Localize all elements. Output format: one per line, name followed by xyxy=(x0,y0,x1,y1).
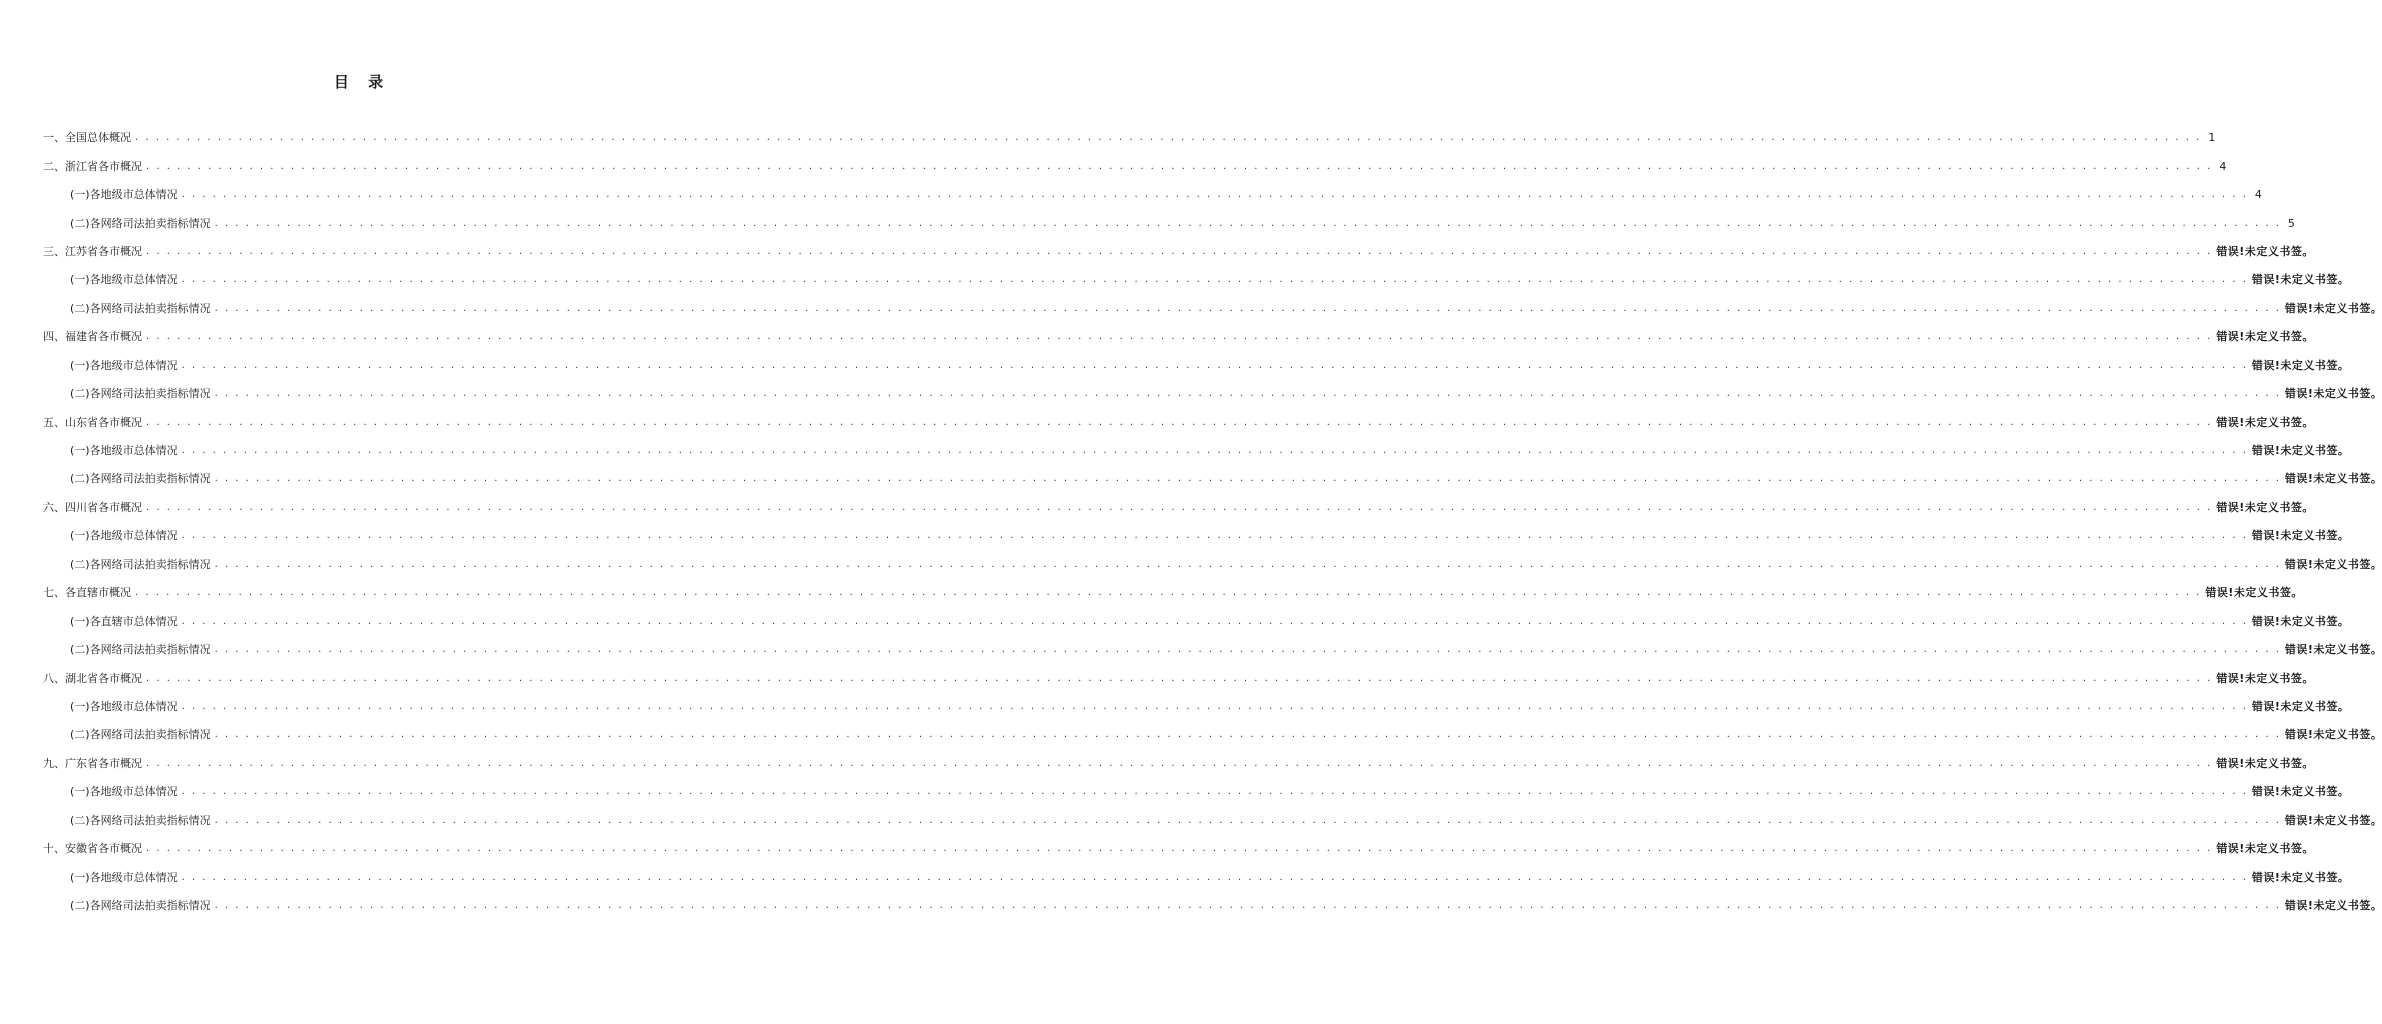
toc-entry-number: 一、 xyxy=(43,131,65,145)
toc-entry-number: (一) xyxy=(70,358,90,372)
toc-dot-leader: . . . . . . . . . . . . . . . . . . . . . . . . . . . . . . . . . . . . . . . . . . . . . . . . . . . . . . . . . . . . . . . . . . . . . . . . . . . . . . . . . . . . . . . . . . . . . . . . . . . . . . . . . . . . . . . . . . . . . . . . . . . . . . . . . . . . . . . . . . . . . . . . . . . . . . . . . . . . . . . . . . . . . . . . . . . . . . . . . . . . . . . . . . . . . . . . . . . . . . . . xyxy=(214,900,2281,912)
toc-entry[interactable] xyxy=(43,152,2227,180)
toc-dot-leader: . . . . . . . . . . . . . . . . . . . . . . . . . . . . . . . . . . . . . . . . . . . . . . . . . . . . . . . . . . . . . . . . . . . . . . . . . . . . . . . . . . . . . . . . . . . . . . . . . . . . . . . . . . . . . . . . . . . . . . . . . . . . . . . . . . . . . . . . . . . . . . . . . . . . . . . . . . . . . . . . . . . . . . . . . . . . . . . . . . . . . . . . . . . . . . . . . . . . . . . . xyxy=(181,274,2248,286)
toc-dot-leader: . . . . . . . . . . . . . . . . . . . . . . . . . . . . . . . . . . . . . . . . . . . . . . . . . . . . . . . . . . . . . . . . . . . . . . . . . . . . . . . . . . . . . . . . . . . . . . . . . . . . . . . . . . . . . . . . . . . . . . . . . . . . . . . . . . . . . . . . . . . . . . . . . . . . . . . . . . . . . . . . . . . . . . . . . . . . . . . . . . . . . . . . . . . . . . . . . . . . . . . . xyxy=(181,359,2248,371)
toc-dot-leader: . . . . . . . . . . . . . . . . . . . . . . . . . . . . . . . . . . . . . . . . . . . . . . . . . . . . . . . . . . . . . . . . . . . . . . . . . . . . . . . . . . . . . . . . . . . . . . . . . . . . . . . . . . . . . . . . . . . . . . . . . . . . . . . . . . . . . . . . . . . . . . . . . . . . . . . . . . . . . . . . . . . . . . . . . . . . . . . . . . . . . . . . . . . . . . . . . . . . . . . . xyxy=(181,530,2248,542)
toc-subentry[interactable] xyxy=(43,380,2382,408)
toc-entry-number: (二) xyxy=(70,216,90,230)
toc-bookmark-error[interactable]: 错误!未定义书签。 xyxy=(2251,444,2350,458)
toc-bookmark-error[interactable]: 错误!未定义书签。 xyxy=(2216,500,2314,514)
toc-entry-label[interactable]: 各网络司法拍卖指标情况 xyxy=(89,216,211,230)
toc-entry-label[interactable]: 各地级市总体情况 xyxy=(89,529,178,543)
page-title: 目 录 xyxy=(333,73,391,91)
toc-bookmark-error[interactable]: 错误!未定义书签。 xyxy=(2216,244,2314,258)
toc-entry-label[interactable]: 各网络司法拍卖指标情况 xyxy=(89,899,211,913)
toc-subentry[interactable] xyxy=(43,721,2382,749)
toc-dot-leader: . . . . . . . . . . . . . . . . . . . . . . . . . . . . . . . . . . . . . . . . . . . . . . . . . . . . . . . . . . . . . . . . . . . . . . . . . . . . . . . . . . . . . . . . . . . . . . . . . . . . . . . . . . . . . . . . . . . . . . . . . . . . . . . . . . . . . . . . . . . . . . . . . . . . . . . . . . . . . . . . . . . . . . . . . . . . . . . . . . . . . . . . . . . . . . . . . . . . . . . . xyxy=(146,672,2213,684)
toc-entry-number: 二、 xyxy=(43,159,65,173)
toc-bookmark-error[interactable]: 错误!未定义书签。 xyxy=(2284,387,2382,401)
toc-entry-number: (一) xyxy=(70,444,90,458)
toc-entry-number: 六、 xyxy=(43,500,65,514)
toc-entry-label[interactable]: 各地级市总体情况 xyxy=(89,444,178,458)
toc-entry[interactable] xyxy=(43,323,2314,351)
toc-entry-number: 七、 xyxy=(43,586,65,600)
toc-entry-label[interactable]: 广东省各市概况 xyxy=(65,756,142,770)
toc-entry-label[interactable]: 各地级市总体情况 xyxy=(89,870,178,884)
toc-subentry[interactable] xyxy=(43,693,2350,721)
toc-entry-label[interactable]: 各直辖市总体情况 xyxy=(89,614,178,628)
toc-entry[interactable] xyxy=(43,750,2314,778)
toc-subentry[interactable] xyxy=(43,636,2382,664)
toc-bookmark-error[interactable]: 错误!未定义书签。 xyxy=(2251,273,2350,287)
toc-subentry[interactable] xyxy=(43,778,2350,806)
toc-entry-label[interactable]: 各网络司法拍卖指标情况 xyxy=(89,387,211,401)
toc-entry-number: (一) xyxy=(70,188,90,202)
toc-page-number[interactable]: 5 xyxy=(2287,216,2295,230)
toc-dot-leader: . . . . . . . . . . . . . . . . . . . . . . . . . . . . . . . . . . . . . . . . . . . . . . . . . . . . . . . . . . . . . . . . . . . . . . . . . . . . . . . . . . . . . . . . . . . . . . . . . . . . . . . . . . . . . . . . . . . . . . . . . . . . . . . . . . . . . . . . . . . . . . . . . . . . . . . . . . . . . . . . . . . . . . . . . . . . . . . . . . . . . . . . . . . . . . . . . . . . . . . . xyxy=(214,302,2281,314)
toc-entry-number: 八、 xyxy=(43,671,65,685)
toc-bookmark-error[interactable]: 错误!未定义书签。 xyxy=(2205,586,2303,600)
toc-bookmark-error[interactable]: 错误!未定义书签。 xyxy=(2216,842,2314,856)
toc-entry-label[interactable]: 全国总体概况 xyxy=(65,131,131,145)
toc-bookmark-error[interactable]: 错误!未定义书签。 xyxy=(2251,785,2350,799)
toc-bookmark-error[interactable]: 错误!未定义书签。 xyxy=(2251,699,2350,713)
toc-entry-label[interactable]: 山东省各市概况 xyxy=(65,415,142,429)
toc-entry-label[interactable]: 四川省各市概况 xyxy=(65,500,142,514)
toc-entry-number: (一) xyxy=(70,614,90,628)
toc-subentry[interactable] xyxy=(43,352,2350,380)
toc-entry-number: (二) xyxy=(70,387,90,401)
toc-bookmark-error[interactable]: 错误!未定义书签。 xyxy=(2251,529,2350,543)
toc-entry-label[interactable]: 各网络司法拍卖指标情况 xyxy=(89,472,211,486)
toc-subentry[interactable] xyxy=(43,465,2382,493)
toc-bookmark-error[interactable]: 错误!未定义书签。 xyxy=(2284,813,2382,827)
toc-subentry[interactable] xyxy=(43,863,2350,891)
toc-entry-label[interactable]: 各网络司法拍卖指标情况 xyxy=(89,813,211,827)
toc-dot-leader: . . . . . . . . . . . . . . . . . . . . . . . . . . . . . . . . . . . . . . . . . . . . . . . . . . . . . . . . . . . . . . . . . . . . . . . . . . . . . . . . . . . . . . . . . . . . . . . . . . . . . . . . . . . . . . . . . . . . . . . . . . . . . . . . . . . . . . . . . . . . . . . . . . . . . . . . . . . . . . . . . . . . . . . . . . . . . . . . . . . . . . . . . . . . . . . . . . . . . . . . xyxy=(214,217,2281,229)
toc-dot-leader: . . . . . . . . . . . . . . . . . . . . . . . . . . . . . . . . . . . . . . . . . . . . . . . . . . . . . . . . . . . . . . . . . . . . . . . . . . . . . . . . . . . . . . . . . . . . . . . . . . . . . . . . . . . . . . . . . . . . . . . . . . . . . . . . . . . . . . . . . . . . . . . . . . . . . . . . . . . . . . . . . . . . . . . . . . . . . . . . . . . . . . . . . . . . . . . . . . . . . . . . xyxy=(214,473,2281,485)
toc-dot-leader: . . . . . . . . . . . . . . . . . . . . . . . . . . . . . . . . . . . . . . . . . . . . . . . . . . . . . . . . . . . . . . . . . . . . . . . . . . . . . . . . . . . . . . . . . . . . . . . . . . . . . . . . . . . . . . . . . . . . . . . . . . . . . . . . . . . . . . . . . . . . . . . . . . . . . . . . . . . . . . . . . . . . . . . . . . . . . . . . . . . . . . . . . . . . . . . . . . . . . . . . xyxy=(214,814,2281,826)
toc-dot-leader: . . . . . . . . . . . . . . . . . . . . . . . . . . . . . . . . . . . . . . . . . . . . . . . . . . . . . . . . . . . . . . . . . . . . . . . . . . . . . . . . . . . . . . . . . . . . . . . . . . . . . . . . . . . . . . . . . . . . . . . . . . . . . . . . . . . . . . . . . . . . . . . . . . . . . . . . . . . . . . . . . . . . . . . . . . . . . . . . . . . . . . . . . . . . . . . . . . . . . . . . xyxy=(214,388,2281,400)
toc-entry-label[interactable]: 各直辖市概况 xyxy=(65,586,131,600)
toc-dot-leader: . . . . . . . . . . . . . . . . . . . . . . . . . . . . . . . . . . . . . . . . . . . . . . . . . . . . . . . . . . . . . . . . . . . . . . . . . . . . . . . . . . . . . . . . . . . . . . . . . . . . . . . . . . . . . . . . . . . . . . . . . . . . . . . . . . . . . . . . . . . . . . . . . . . . . . . . . . . . . . . . . . . . . . . . . . . . . . . . . . . . . . . . . . . . . . . . . . . . . . . . xyxy=(214,644,2281,656)
toc-subentry[interactable] xyxy=(43,522,2350,550)
toc-bookmark-error[interactable]: 错误!未定义书签。 xyxy=(2284,472,2382,486)
toc-dot-leader: . . . . . . . . . . . . . . . . . . . . . . . . . . . . . . . . . . . . . . . . . . . . . . . . . . . . . . . . . . . . . . . . . . . . . . . . . . . . . . . . . . . . . . . . . . . . . . . . . . . . . . . . . . . . . . . . . . . . . . . . . . . . . . . . . . . . . . . . . . . . . . . . . . . . . . . . . . . . . . . . . . . . . . . . . . . . . . . . . . . . . . . . . . . . . . . . . . . . . . . . xyxy=(146,245,2213,257)
toc-dot-leader: . . . . . . . . . . . . . . . . . . . . . . . . . . . . . . . . . . . . . . . . . . . . . . . . . . . . . . . . . . . . . . . . . . . . . . . . . . . . . . . . . . . . . . . . . . . . . . . . . . . . . . . . . . . . . . . . . . . . . . . . . . . . . . . . . . . . . . . . . . . . . . . . . . . . . . . . . . . . . . . . . . . . . . . . . . . . . . . . . . . . . . . . . . . . . . . . . . . . . . . . xyxy=(181,189,2248,201)
toc-entry-label[interactable]: 安徽省各市概况 xyxy=(65,842,142,856)
toc-bookmark-error[interactable]: 错误!未定义书签。 xyxy=(2284,557,2382,571)
toc-subentry[interactable] xyxy=(43,607,2350,635)
toc-entry-label[interactable]: 各地级市总体情况 xyxy=(89,358,178,372)
toc-bookmark-error[interactable]: 错误!未定义书签。 xyxy=(2216,756,2314,770)
toc-page-number[interactable]: 1 xyxy=(2208,131,2216,145)
toc-dot-leader: . . . . . . . . . . . . . . . . . . . . . . . . . . . . . . . . . . . . . . . . . . . . . . . . . . . . . . . . . . . . . . . . . . . . . . . . . . . . . . . . . . . . . . . . . . . . . . . . . . . . . . . . . . . . . . . . . . . . . . . . . . . . . . . . . . . . . . . . . . . . . . . . . . . . . . . . . . . . . . . . . . . . . . . . . . . . . . . . . . . . . . . . . . . . . . . . . . . . . . . . xyxy=(135,132,2202,144)
toc-entry-number: 五、 xyxy=(43,415,65,429)
toc-entry-label[interactable]: 各网络司法拍卖指标情况 xyxy=(89,728,211,742)
toc-entry[interactable] xyxy=(43,408,2314,436)
toc-page-number[interactable]: 4 xyxy=(2219,159,2227,173)
toc-entry-number: (二) xyxy=(70,472,90,486)
toc-subentry[interactable] xyxy=(43,892,2382,920)
toc-entry[interactable] xyxy=(43,238,2314,266)
toc-entry[interactable] xyxy=(43,579,2303,607)
toc-subentry[interactable] xyxy=(43,437,2350,465)
toc-entry-label[interactable]: 湖北省各市概况 xyxy=(65,671,142,685)
toc-dot-leader: . . . . . . . . . . . . . . . . . . . . . . . . . . . . . . . . . . . . . . . . . . . . . . . . . . . . . . . . . . . . . . . . . . . . . . . . . . . . . . . . . . . . . . . . . . . . . . . . . . . . . . . . . . . . . . . . . . . . . . . . . . . . . . . . . . . . . . . . . . . . . . . . . . . . . . . . . . . . . . . . . . . . . . . . . . . . . . . . . . . . . . . . . . . . . . . . . . . . . . . . xyxy=(146,160,2213,172)
toc-entry-number: (二) xyxy=(70,643,90,657)
toc-dot-leader: . . . . . . . . . . . . . . . . . . . . . . . . . . . . . . . . . . . . . . . . . . . . . . . . . . . . . . . . . . . . . . . . . . . . . . . . . . . . . . . . . . . . . . . . . . . . . . . . . . . . . . . . . . . . . . . . . . . . . . . . . . . . . . . . . . . . . . . . . . . . . . . . . . . . . . . . . . . . . . . . . . . . . . . . . . . . . . . . . . . . . . . . . . . . . . . . . . . . . . . . xyxy=(146,843,2213,855)
toc-entry-label[interactable]: 各地级市总体情况 xyxy=(89,188,178,202)
toc-entry-label[interactable]: 福建省各市概况 xyxy=(65,330,142,344)
toc-entry-label[interactable]: 各网络司法拍卖指标情况 xyxy=(89,643,211,657)
toc-entry-label[interactable]: 江苏省各市概况 xyxy=(65,244,142,258)
toc-entry-number: (一) xyxy=(70,529,90,543)
toc-dot-leader: . . . . . . . . . . . . . . . . . . . . . . . . . . . . . . . . . . . . . . . . . . . . . . . . . . . . . . . . . . . . . . . . . . . . . . . . . . . . . . . . . . . . . . . . . . . . . . . . . . . . . . . . . . . . . . . . . . . . . . . . . . . . . . . . . . . . . . . . . . . . . . . . . . . . . . . . . . . . . . . . . . . . . . . . . . . . . . . . . . . . . . . . . . . . . . . . . . . . . . . . xyxy=(181,615,2248,627)
toc-subentry[interactable] xyxy=(43,209,2295,237)
toc-entry-label[interactable]: 各地级市总体情况 xyxy=(89,699,178,713)
toc-bookmark-error[interactable]: 错误!未定义书签。 xyxy=(2216,415,2314,429)
toc-subentry[interactable] xyxy=(43,551,2382,579)
toc-dot-leader: . . . . . . . . . . . . . . . . . . . . . . . . . . . . . . . . . . . . . . . . . . . . . . . . . . . . . . . . . . . . . . . . . . . . . . . . . . . . . . . . . . . . . . . . . . . . . . . . . . . . . . . . . . . . . . . . . . . . . . . . . . . . . . . . . . . . . . . . . . . . . . . . . . . . . . . . . . . . . . . . . . . . . . . . . . . . . . . . . . . . . . . . . . . . . . . . . . . . . . . . xyxy=(135,587,2202,599)
toc-entry-number: (二) xyxy=(70,301,90,315)
toc-entry-label[interactable]: 各网络司法拍卖指标情况 xyxy=(89,557,211,571)
toc-entry-number: (二) xyxy=(70,728,90,742)
toc-bookmark-error[interactable]: 错误!未定义书签。 xyxy=(2284,728,2382,742)
toc-dot-leader: . . . . . . . . . . . . . . . . . . . . . . . . . . . . . . . . . . . . . . . . . . . . . . . . . . . . . . . . . . . . . . . . . . . . . . . . . . . . . . . . . . . . . . . . . . . . . . . . . . . . . . . . . . . . . . . . . . . . . . . . . . . . . . . . . . . . . . . . . . . . . . . . . . . . . . . . . . . . . . . . . . . . . . . . . . . . . . . . . . . . . . . . . . . . . . . . . . . . . . . . xyxy=(146,416,2213,428)
toc-dot-leader: . . . . . . . . . . . . . . . . . . . . . . . . . . . . . . . . . . . . . . . . . . . . . . . . . . . . . . . . . . . . . . . . . . . . . . . . . . . . . . . . . . . . . . . . . . . . . . . . . . . . . . . . . . . . . . . . . . . . . . . . . . . . . . . . . . . . . . . . . . . . . . . . . . . . . . . . . . . . . . . . . . . . . . . . . . . . . . . . . . . . . . . . . . . . . . . . . . . . . . . . xyxy=(181,700,2248,712)
toc-entry-number: 十、 xyxy=(43,842,65,856)
toc-bookmark-error[interactable]: 错误!未定义书签。 xyxy=(2284,301,2382,315)
toc-subentry[interactable] xyxy=(43,181,2262,209)
toc-page-number[interactable]: 4 xyxy=(2254,188,2262,202)
toc-entry-label[interactable]: 浙江省各市概况 xyxy=(65,159,142,173)
toc-bookmark-error[interactable]: 错误!未定义书签。 xyxy=(2251,870,2350,884)
toc-entry-number: (一) xyxy=(70,273,90,287)
toc-entry-label[interactable]: 各地级市总体情况 xyxy=(89,785,178,799)
table-of-contents xyxy=(43,124,2382,920)
toc-entry-number: (二) xyxy=(70,813,90,827)
toc-subentry[interactable] xyxy=(43,266,2350,294)
toc-dot-leader: . . . . . . . . . . . . . . . . . . . . . . . . . . . . . . . . . . . . . . . . . . . . . . . . . . . . . . . . . . . . . . . . . . . . . . . . . . . . . . . . . . . . . . . . . . . . . . . . . . . . . . . . . . . . . . . . . . . . . . . . . . . . . . . . . . . . . . . . . . . . . . . . . . . . . . . . . . . . . . . . . . . . . . . . . . . . . . . . . . . . . . . . . . . . . . . . . . . . . . . . xyxy=(181,445,2248,457)
toc-entry-label[interactable]: 各网络司法拍卖指标情况 xyxy=(89,301,211,315)
toc-dot-leader: . . . . . . . . . . . . . . . . . . . . . . . . . . . . . . . . . . . . . . . . . . . . . . . . . . . . . . . . . . . . . . . . . . . . . . . . . . . . . . . . . . . . . . . . . . . . . . . . . . . . . . . . . . . . . . . . . . . . . . . . . . . . . . . . . . . . . . . . . . . . . . . . . . . . . . . . . . . . . . . . . . . . . . . . . . . . . . . . . . . . . . . . . . . . . . . . . . . . . . . . xyxy=(146,501,2213,513)
toc-bookmark-error[interactable]: 错误!未定义书签。 xyxy=(2284,643,2382,657)
toc-entry-number: 三、 xyxy=(43,244,65,258)
toc-dot-leader: . . . . . . . . . . . . . . . . . . . . . . . . . . . . . . . . . . . . . . . . . . . . . . . . . . . . . . . . . . . . . . . . . . . . . . . . . . . . . . . . . . . . . . . . . . . . . . . . . . . . . . . . . . . . . . . . . . . . . . . . . . . . . . . . . . . . . . . . . . . . . . . . . . . . . . . . . . . . . . . . . . . . . . . . . . . . . . . . . . . . . . . . . . . . . . . . . . . . . . . . xyxy=(214,558,2281,570)
toc-dot-leader: . . . . . . . . . . . . . . . . . . . . . . . . . . . . . . . . . . . . . . . . . . . . . . . . . . . . . . . . . . . . . . . . . . . . . . . . . . . . . . . . . . . . . . . . . . . . . . . . . . . . . . . . . . . . . . . . . . . . . . . . . . . . . . . . . . . . . . . . . . . . . . . . . . . . . . . . . . . . . . . . . . . . . . . . . . . . . . . . . . . . . . . . . . . . . . . . . . . . . . . . xyxy=(181,786,2248,798)
toc-dot-leader: . . . . . . . . . . . . . . . . . . . . . . . . . . . . . . . . . . . . . . . . . . . . . . . . . . . . . . . . . . . . . . . . . . . . . . . . . . . . . . . . . . . . . . . . . . . . . . . . . . . . . . . . . . . . . . . . . . . . . . . . . . . . . . . . . . . . . . . . . . . . . . . . . . . . . . . . . . . . . . . . . . . . . . . . . . . . . . . . . . . . . . . . . . . . . . . . . . . . . . . . xyxy=(146,757,2213,769)
toc-dot-leader: . . . . . . . . . . . . . . . . . . . . . . . . . . . . . . . . . . . . . . . . . . . . . . . . . . . . . . . . . . . . . . . . . . . . . . . . . . . . . . . . . . . . . . . . . . . . . . . . . . . . . . . . . . . . . . . . . . . . . . . . . . . . . . . . . . . . . . . . . . . . . . . . . . . . . . . . . . . . . . . . . . . . . . . . . . . . . . . . . . . . . . . . . . . . . . . . . . . . . . . . xyxy=(181,871,2248,883)
toc-entry-number: (二) xyxy=(70,557,90,571)
toc-bookmark-error[interactable]: 错误!未定义书签。 xyxy=(2251,358,2350,372)
toc-entry[interactable] xyxy=(43,664,2314,692)
toc-bookmark-error[interactable]: 错误!未定义书签。 xyxy=(2251,614,2350,628)
toc-bookmark-error[interactable]: 错误!未定义书签。 xyxy=(2216,330,2314,344)
toc-entry[interactable] xyxy=(43,835,2314,863)
toc-bookmark-error[interactable]: 错误!未定义书签。 xyxy=(2284,899,2382,913)
toc-entry-number: (一) xyxy=(70,699,90,713)
toc-dot-leader: . . . . . . . . . . . . . . . . . . . . . . . . . . . . . . . . . . . . . . . . . . . . . . . . . . . . . . . . . . . . . . . . . . . . . . . . . . . . . . . . . . . . . . . . . . . . . . . . . . . . . . . . . . . . . . . . . . . . . . . . . . . . . . . . . . . . . . . . . . . . . . . . . . . . . . . . . . . . . . . . . . . . . . . . . . . . . . . . . . . . . . . . . . . . . . . . . . . . . . . . xyxy=(214,729,2281,741)
toc-entry[interactable] xyxy=(43,124,2216,152)
toc-subentry[interactable] xyxy=(43,295,2382,323)
toc-subentry[interactable] xyxy=(43,807,2382,835)
toc-entry-number: (二) xyxy=(70,899,90,913)
toc-entry-number: 九、 xyxy=(43,756,65,770)
toc-entry-label[interactable]: 各地级市总体情况 xyxy=(89,273,178,287)
toc-entry-number: 四、 xyxy=(43,330,65,344)
toc-dot-leader: . . . . . . . . . . . . . . . . . . . . . . . . . . . . . . . . . . . . . . . . . . . . . . . . . . . . . . . . . . . . . . . . . . . . . . . . . . . . . . . . . . . . . . . . . . . . . . . . . . . . . . . . . . . . . . . . . . . . . . . . . . . . . . . . . . . . . . . . . . . . . . . . . . . . . . . . . . . . . . . . . . . . . . . . . . . . . . . . . . . . . . . . . . . . . . . . . . . . . . . . xyxy=(146,331,2213,343)
toc-entry-number: (一) xyxy=(70,785,90,799)
toc-entry-number: (一) xyxy=(70,870,90,884)
toc-bookmark-error[interactable]: 错误!未定义书签。 xyxy=(2216,671,2314,685)
toc-entry[interactable] xyxy=(43,494,2314,522)
